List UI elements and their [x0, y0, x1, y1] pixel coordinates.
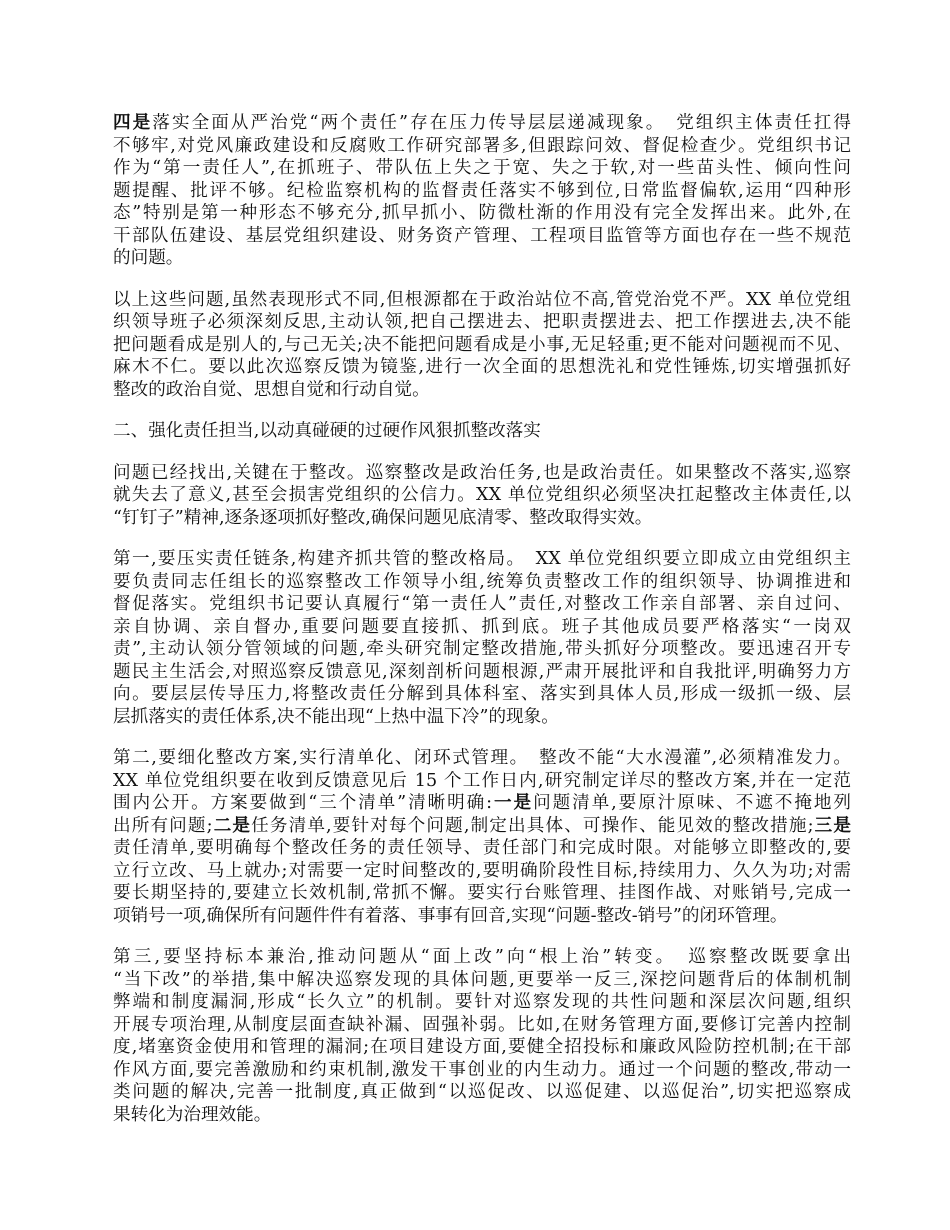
bold-lead-text: 四是 — [113, 112, 153, 133]
text-line: 题民主生活会,对照巡察反馈意见,深刻剖析问题根源,严肃开展批评和自我批评,明确努力方 — [113, 661, 851, 682]
text-line: 以上这些问题,虽然表现形式不同,但根源都在于政治站位不高,管党治党不严。XX 单位党组 — [113, 289, 851, 310]
text-line: 麻木不仁。要以此次巡察反馈为镜鉴,进行一次全面的思想洗礼和党性锤炼,切实增强抓好 — [113, 357, 851, 377]
text-segment: 任务清单,要针对每个问题,制定出具体、可操作、能见效的整改措施; — [251, 815, 814, 836]
text-line: 度,堵塞资金使用和管理的漏洞;在项目建设方面,要健全招投标和廉政风险防控机制;在干部 — [113, 1037, 851, 1057]
text-line: 要长期坚持的,要建立长效机制,常抓不懈。要实行台账管理、挂图作战、对账销号,完成一 — [113, 883, 851, 903]
bold-lead-text: 一是 — [492, 792, 534, 813]
text-line: 向。要层层传导压力,将整改责任分解到具体科室、落实到具体人员,形成一级抓一级、层 — [113, 684, 851, 704]
text-line: 的问题。 — [113, 248, 184, 268]
paragraph — [113, 289, 851, 402]
text-line: 项销号一项,确保所有问题件件有着落、事事有回音,实现“问题-整改-销号”的闭环管理。 — [113, 905, 788, 926]
paragraph — [113, 946, 851, 1126]
text-line: 第三,要坚持标本兼治,推动问题从“面上改”向“根上治”转变。 巡察整改既要拿出 — [113, 947, 851, 967]
text-line: 弊端和制度漏洞,形成“长久立”的机制。要针对巡察发现的共性问题和深层次问题,组织 — [113, 992, 851, 1012]
text-line: 层抓落实的责任体系,决不能出现“上热中温下冷”的现象。 — [113, 706, 559, 727]
text-line — [113, 112, 851, 135]
text-line: 立行立改、马上就办;对需要一定时间整改的,要明确阶段性目标,持续用力、久久为功;对需 — [113, 860, 851, 881]
text-line: 第一,要压实责任链条,构建齐抓共管的整改格局。 XX 单位党组织要立即成立由党组织主 — [113, 549, 851, 569]
text-line: “钉钉子”精神,逐条逐项抓好整改,确保问题见底清零、整改取得实效。 — [113, 507, 653, 528]
section-heading — [113, 420, 851, 443]
text-line: 作为“第一责任人”,在抓班子、带队伍上失之于宽、失之于软,对一些苗头性、倾向性问 — [113, 158, 851, 178]
text-line: 不够牢,对党风廉政建设和反腐败工作研究部署多,但跟踪问效、督促检查少。党组织书记 — [113, 135, 851, 156]
text-line: 督促落实。党组织书记要认真履行“第一责任人”责任,对整改工作亲自部署、亲自过问、 — [113, 594, 851, 614]
text-line: 果转化为治理效能。 — [113, 1104, 272, 1125]
text-line: 第二,要细化整改方案,实行清单化、闭环式管理。 整改不能“大水漫灌”,必须精准发力。 — [113, 748, 851, 768]
text-line: 把问题看成是别人的,与己无关;决不能把问题看成是小事,无足轻重;更不能对问题视而不见、 — [113, 334, 851, 355]
paragraph — [113, 112, 851, 270]
text-segment: 问题清单,要原汁原味、不遮不掩地列 — [533, 793, 851, 813]
paragraph — [113, 462, 851, 530]
text-line — [113, 792, 851, 815]
text-line: 二、强化责任担当,以动真碰硬的过硬作风狠抓整改落实 — [113, 421, 541, 441]
text-line: 责”,主动认领分管领域的问题,牵头研究制定整改措施,带头抓好分项整改。要迅速召开专 — [113, 639, 851, 659]
text-segment: 落实全面从严治党“两个责任”存在压力传导层层递减现象。 党组织主体责任扛得 — [152, 113, 851, 133]
text-line: 类问题的解决,完善一批制度,真正做到“以巡促改、以巡促建、以巡促治”,切实把巡察成 — [113, 1082, 851, 1102]
document-page — [113, 112, 851, 1145]
bold-lead-text: 二是 — [212, 814, 252, 836]
text-line: 整改的政治自觉、思想自觉和行动自觉。 — [113, 379, 430, 400]
text-line: 要负责同志任组长的巡察整改工作领导小组,统筹负责整改工作的组织领导、协调推进和 — [113, 571, 851, 592]
text-line — [113, 815, 851, 838]
text-line: 责任清单,要明确每个整改任务的责任领导、责任部门和完成时限。对能够立即整改的,要 — [113, 838, 851, 858]
text-line: 态”特别是第一种形态不够充分,抓早抓小、防微杜渐的作用没有完全发挥出来。此外,在 — [113, 203, 851, 223]
text-line: 就失去了意义,甚至会损害党组织的公信力。XX 单位党组织必须坚决扛起整改主体责任,以 — [113, 485, 851, 505]
text-line: 题提醒、批评不够。纪检监察机构的监督责任落实不够到位,日常监督偏软,运用“四种形 — [113, 180, 851, 201]
text-line: XX 单位党组织要在收到反馈意见后 15 个工作日内,研究制定详尽的整改方案,并在一定范 — [113, 770, 851, 791]
text-line: 亲自协调、亲自督办,重要问题要直接抓、抓到底。班子其他成员要严格落实“一岗双 — [113, 616, 851, 637]
text-line: 干部队伍建设、基层党组织建设、财务资产管理、工程项目监管等方面也存在一些不规范 — [113, 225, 851, 246]
text-segment: 出所有问题; — [113, 815, 213, 836]
text-line: 织领导班子必须深刻反思,主动认领,把自己摆进去、把职责摆进去、把工作摆进去,决不能 — [113, 312, 851, 332]
text-line: 问题已经找出,关键在于整改。巡察整改是政治任务,也是政治责任。如果整改不落实,巡察 — [113, 462, 851, 483]
text-line: 开展专项治理,从制度层面查缺补漏、固强补弱。比如,在财务管理方面,要修订完善内控制 — [113, 1014, 851, 1035]
bold-lead-text: 三是 — [813, 814, 851, 836]
text-line: 作风方面,要完善激励和约束机制,激发干事创业的内生动力。通过一个问题的整改,带动一 — [113, 1059, 851, 1080]
paragraph — [113, 548, 851, 728]
text-line: “当下改”的举措,集中解决巡察发现的具体问题,更要举一反三,深挖问题背后的体制机制 — [113, 969, 851, 990]
paragraph — [113, 747, 851, 927]
text-segment: 围内公开。方案要做到“三个清单”清晰明确: — [113, 793, 493, 813]
